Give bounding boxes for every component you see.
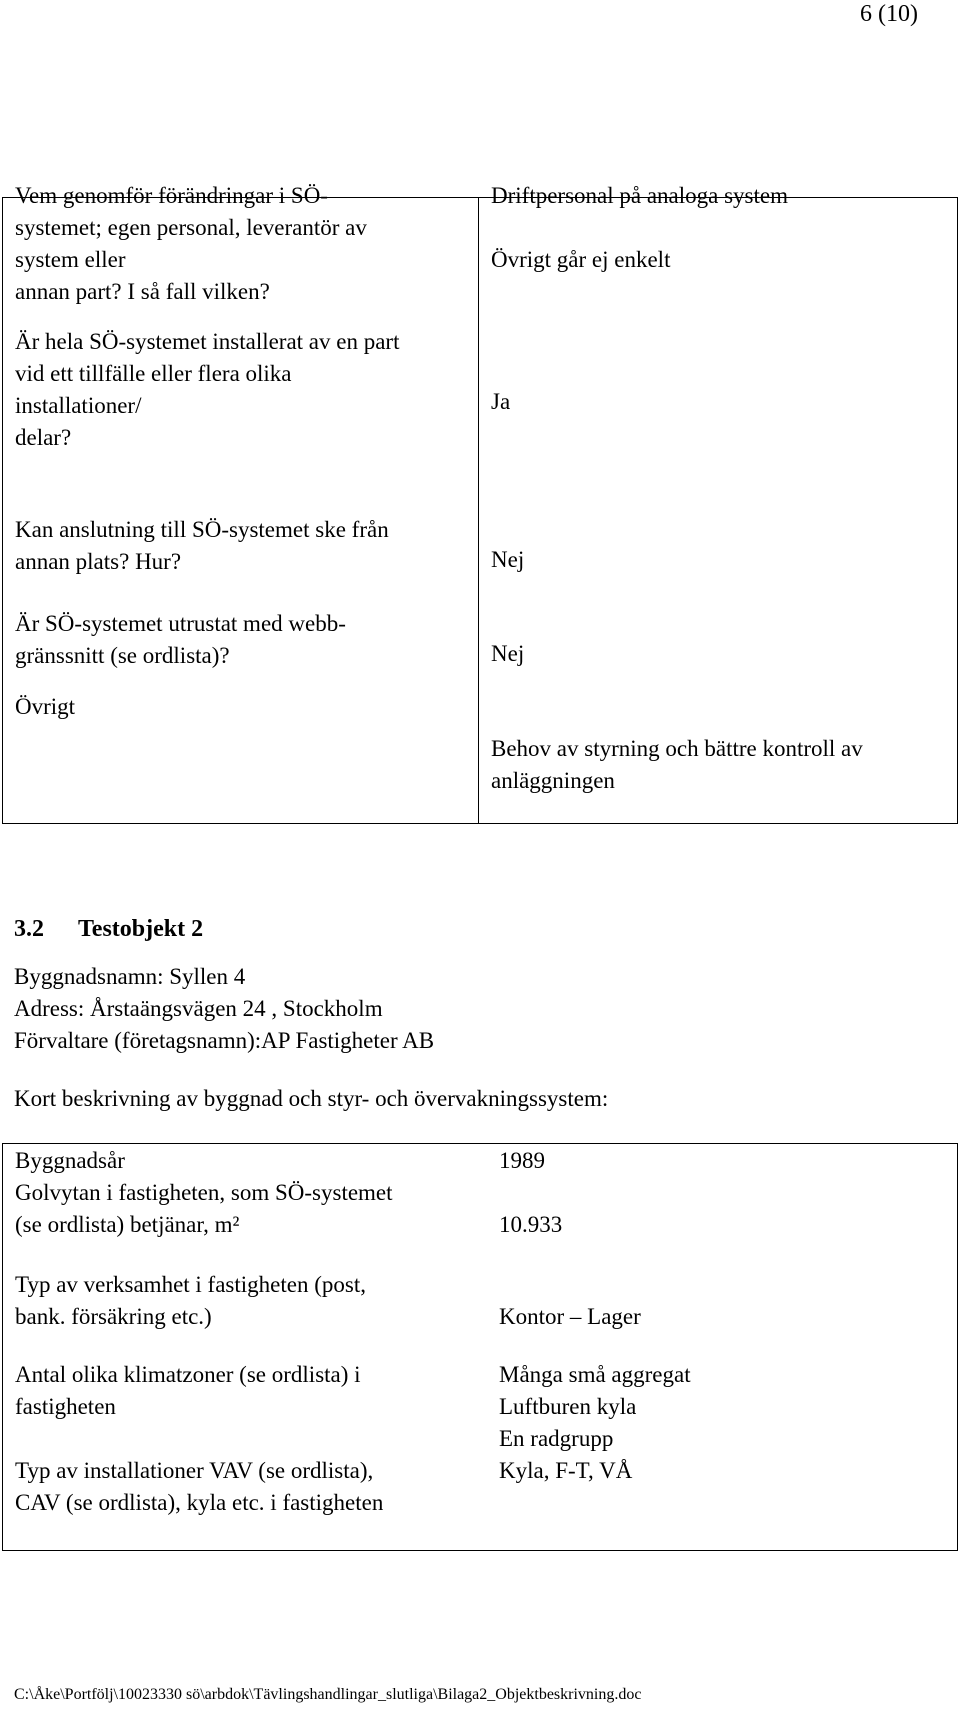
section-heading <box>14 914 203 944</box>
section-number: 3.2 <box>14 916 44 942</box>
system-questions-table <box>2 183 958 824</box>
section-title: Testobjekt 2 <box>78 916 204 942</box>
value-business-type: Kontor – Lager <box>499 1304 641 1329</box>
value-floor-area: 10.933 <box>499 1212 563 1237</box>
label-installation-types: Typ av installationer VAV (se ordlista), CAV (se ordlista), kyla etc. i fastigheten <box>15 1458 384 1515</box>
answer-changes: Driftpersonal på analoga system Övrigt går ej enkelt <box>491 183 788 272</box>
question-other: Övrigt <box>15 694 76 719</box>
label-business-type: Typ av verksamhet i fastigheten (post, bank. försäkring etc.) <box>15 1272 366 1329</box>
answer-other: Behov av styrning och bättre kontroll av anläggningen <box>491 736 863 793</box>
building-facts-table <box>2 1143 958 1551</box>
footer-file-path: C:\Åke\Portfölj\10023330 sö\arbdok\Tävlingshandlingar_slutliga\Bilaga2_Objektbeskrivning.doc <box>14 1686 642 1703</box>
value-climate-zones: Många små aggregat Luftburen kyla En radgrupp <box>499 1362 691 1451</box>
label-floor-area: Golvytan i fastigheten, som SÖ-systemet (se ordlista) betjänar, m² <box>15 1180 393 1237</box>
column-divider <box>478 198 479 823</box>
question-remote-connection: Kan anslutning till SÖ-systemet ske från annan plats? Hur? <box>15 517 389 574</box>
page-number: 6 (10) <box>860 1 918 27</box>
building-address: Adress: Årstaängsvägen 24 , Stockholm <box>14 996 383 1021</box>
value-installation-types: Kyla, F-T, VÅ <box>499 1458 633 1483</box>
answer-installation: Ja <box>491 389 511 414</box>
question-installation: Är hela SÖ-systemet installerat av en part vid ett tillfälle eller flera olika installationer/ delar? <box>15 329 400 450</box>
description-label: Kort beskrivning av byggnad och styr- och övervakningssystem: <box>14 1086 609 1111</box>
answer-web-interface: Nej <box>491 641 525 666</box>
answer-remote-connection: Nej <box>491 547 525 572</box>
building-name: Byggnadsnamn: Syllen 4 <box>14 964 246 989</box>
question-changes: Vem genomför förändringar i SÖ- systemet; egen personal, leverantör av system eller annan part? I så fall vilken? <box>15 183 367 304</box>
value-construction-year: 1989 <box>499 1148 545 1173</box>
label-climate-zones: Antal olika klimatzoner (se ordlista) i fastigheten <box>15 1362 361 1419</box>
label-construction-year: Byggnadsår <box>15 1148 125 1173</box>
building-manager: Förvaltare (företagsnamn):AP Fastigheter AB <box>14 1028 435 1053</box>
question-web-interface: Är SÖ-systemet utrustat med webb- gränssnitt (se ordlista)? <box>15 611 346 668</box>
